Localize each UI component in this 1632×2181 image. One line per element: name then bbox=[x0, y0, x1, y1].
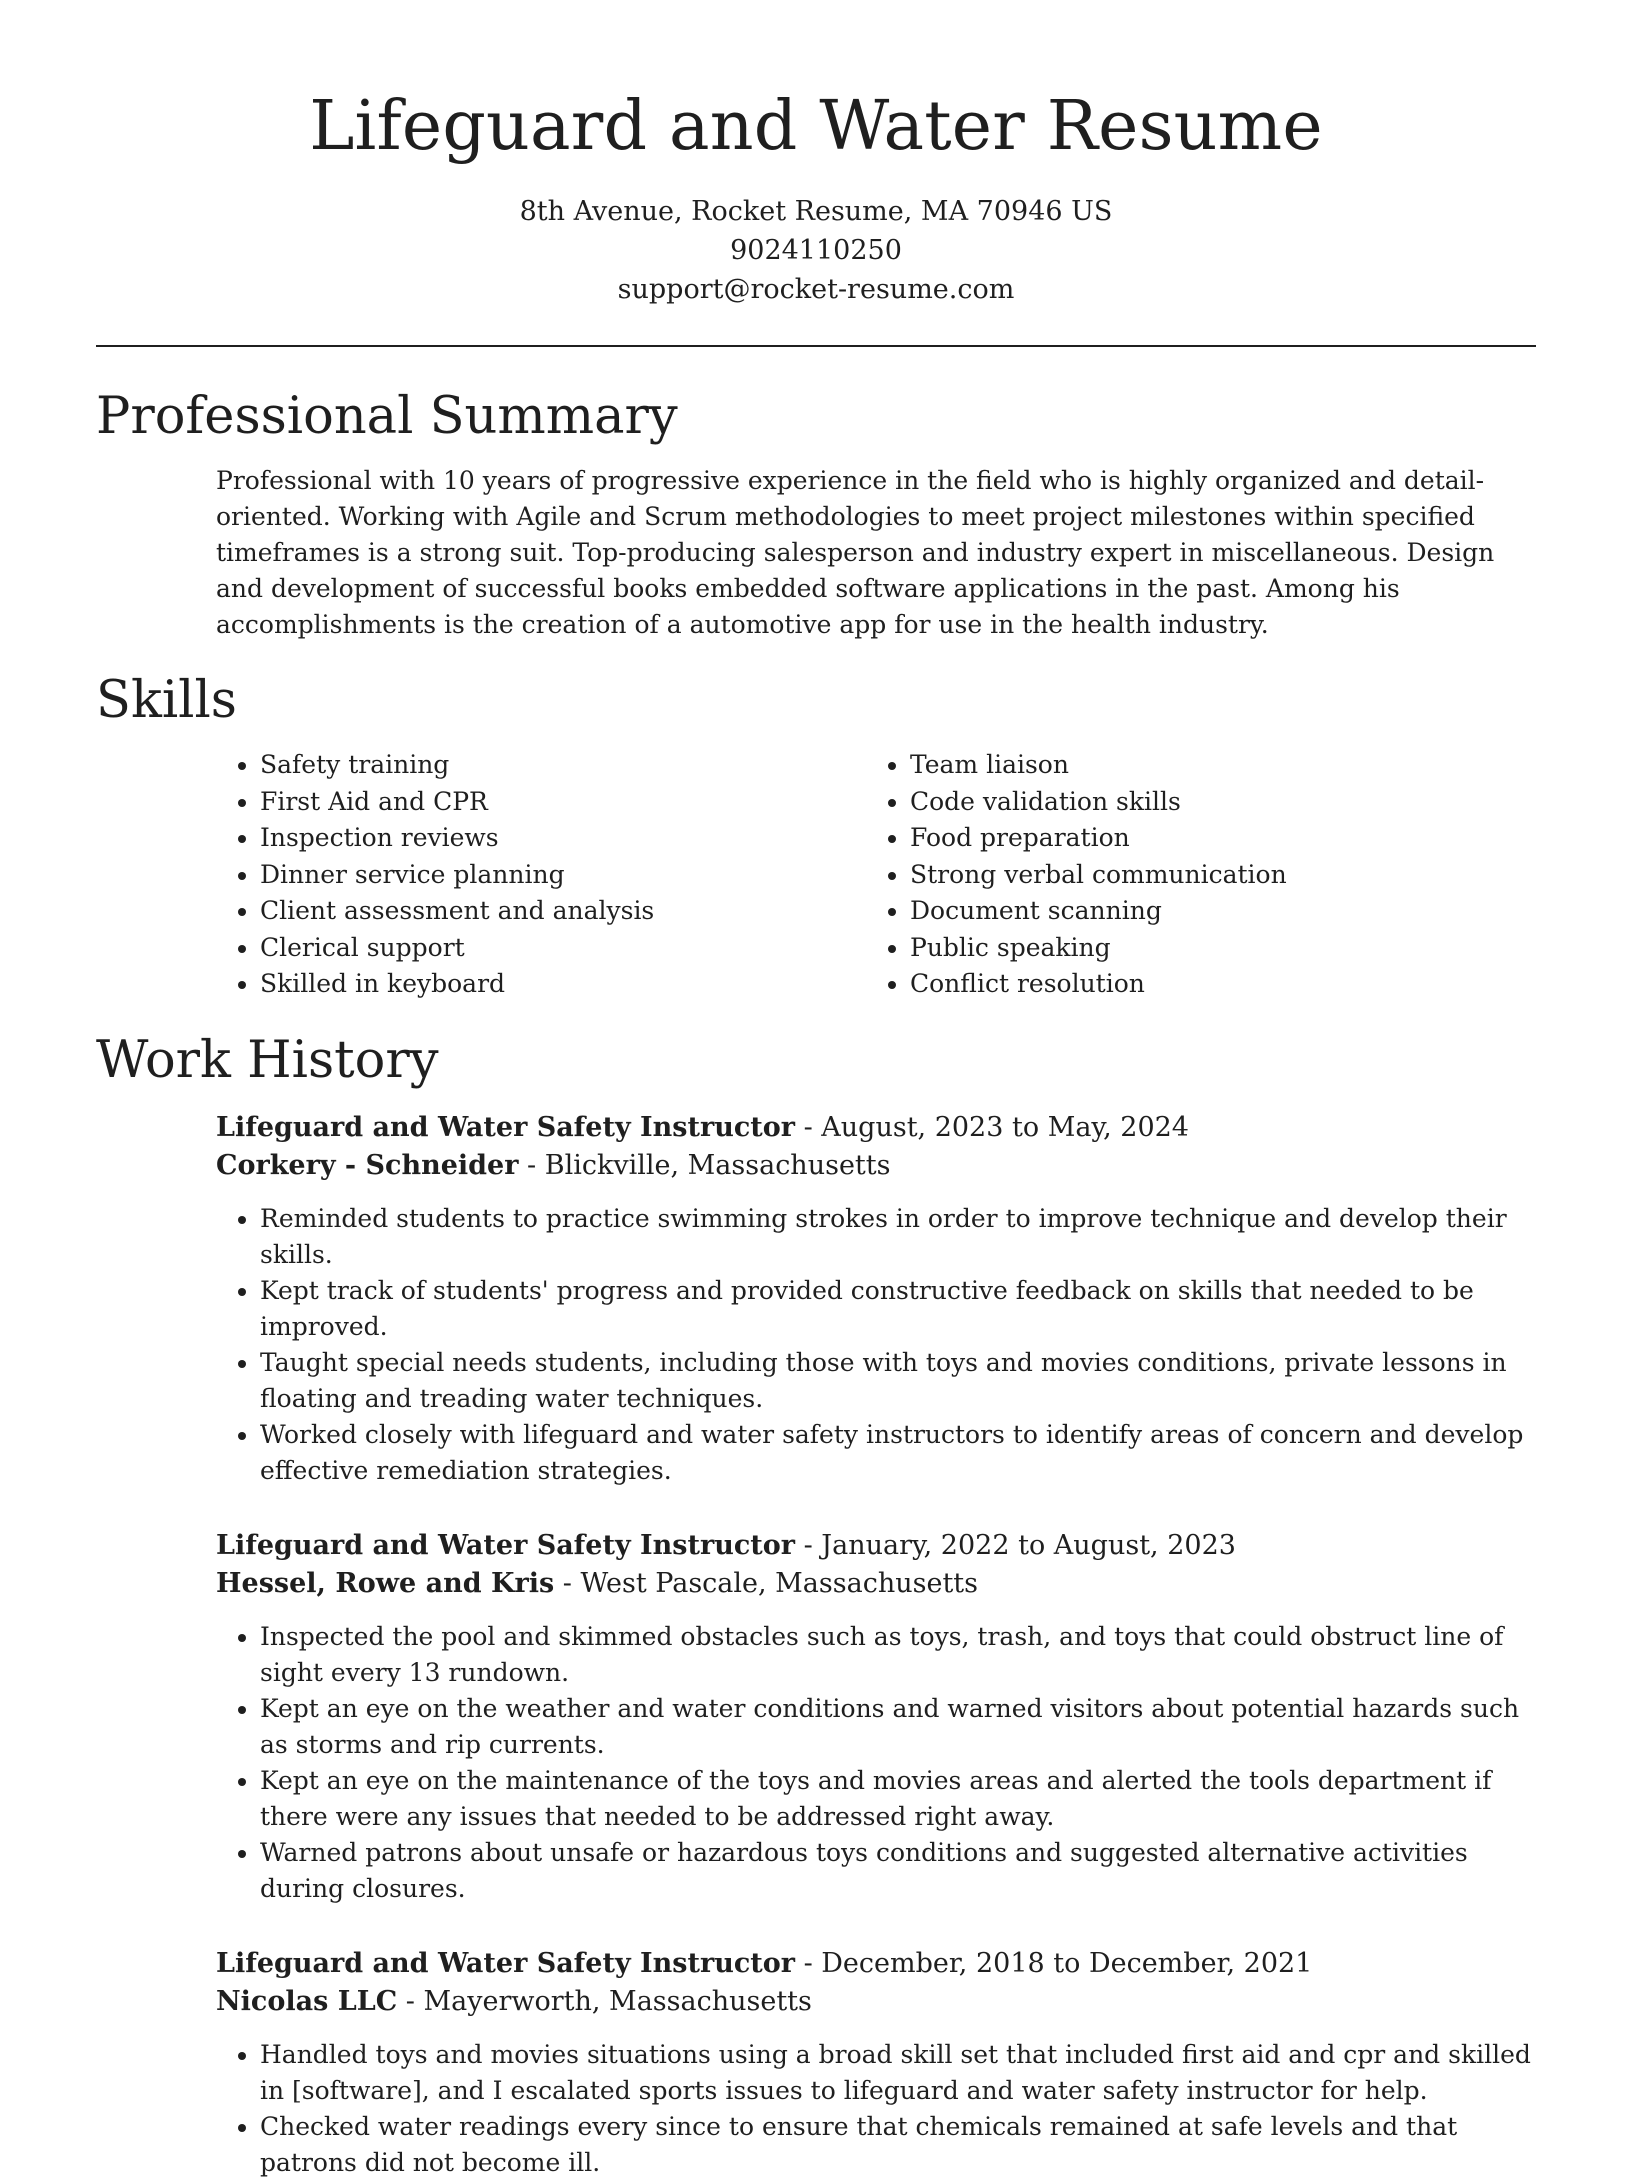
skill-item: • Inspection reviews bbox=[260, 820, 866, 857]
skill-item: • Code validation skills bbox=[910, 784, 1536, 821]
contact-email: support@rocket-resume.com bbox=[617, 274, 1015, 305]
job-company-line bbox=[216, 1565, 1536, 1603]
job-bullet: • Kept an eye on the weather and water conditions and warned visitors about potential hazards such as storms and rip currents. bbox=[260, 1691, 1536, 1763]
job-title: Lifeguard and Water Safety Instructor bbox=[216, 1111, 795, 1143]
job-company-line bbox=[216, 1983, 1536, 2021]
summary-heading: Professional Summary bbox=[96, 387, 678, 446]
job-bullet: • Handled toys and movies situations using a broad skill set that included first aid and cpr and skilled in [software], and I escalated sports issues to lifeguard and water safety instructor for help. bbox=[260, 2037, 1536, 2109]
job-company-line bbox=[216, 1147, 1536, 1185]
skill-item: • Conflict resolution bbox=[910, 966, 1536, 1003]
job-bullets bbox=[216, 1201, 1536, 1489]
job-title-line bbox=[216, 1527, 1536, 1565]
summary-text: Professional with 10 years of progressive experience in the field who is highly organized and detail-oriented. Working with Agile and Scrum methodologies to meet project milestones within specified timeframes is a strong suit. Top-producing salesperson and industry expert in miscellaneous. Design and development of successful books embedded software applications in the past. Among his accomplishments is the creation of a automotive app for use in the health industry. bbox=[216, 466, 1495, 639]
contact-address: 8th Avenue, Rocket Resume, MA 70946 US bbox=[519, 196, 1113, 227]
resume-title: Lifeguard and Water Resume bbox=[309, 87, 1323, 166]
job-bullets bbox=[216, 1619, 1536, 1907]
job-company: Corkery - Schneider bbox=[216, 1149, 519, 1181]
job-entry bbox=[216, 1945, 1536, 2181]
job-bullet: • Inspected the pool and skimmed obstacles such as toys, trash, and toys that could obstruct line of sight every 13 rundown. bbox=[260, 1619, 1536, 1691]
skill-item: • Client assessment and analysis bbox=[260, 893, 866, 930]
job-bullet: • Worked closely with lifeguard and water safety instructors to identify areas of concern and develop effective remediation strategies. bbox=[260, 1417, 1536, 1489]
job-bullet: • Kept track of students' progress and provided constructive feedback on skills that needed to be improved. bbox=[260, 1273, 1536, 1345]
job-dates: - December, 2018 to December, 2021 bbox=[794, 1947, 1313, 1979]
job-dates: - January, 2022 to August, 2023 bbox=[794, 1529, 1236, 1561]
job-bullet: • Kept an eye on the maintenance of the toys and movies areas and alerted the tools department if there were any issues that needed to be addressed right away. bbox=[260, 1763, 1536, 1835]
skills-column-right bbox=[866, 747, 1536, 1003]
skill-item: • Skilled in keyboard bbox=[260, 966, 866, 1003]
skill-item: • Safety training bbox=[260, 747, 866, 784]
skills-list bbox=[216, 747, 1536, 1003]
job-title: Lifeguard and Water Safety Instructor bbox=[216, 1529, 795, 1561]
skills-column-left bbox=[216, 747, 866, 1003]
skill-item: • Food preparation bbox=[910, 820, 1536, 857]
header-divider bbox=[96, 345, 1536, 347]
job-title-line bbox=[216, 1109, 1536, 1147]
skill-item: • Dinner service planning bbox=[260, 857, 866, 894]
skill-item: • First Aid and CPR bbox=[260, 784, 866, 821]
job-bullet: • Checked water readings every since to ensure that chemicals remained at safe levels and that patrons did not become ill. bbox=[260, 2109, 1536, 2181]
skill-item: • Strong verbal communication bbox=[910, 857, 1536, 894]
job-company: Hessel, Rowe and Kris bbox=[216, 1567, 555, 1599]
job-title: Lifeguard and Water Safety Instructor bbox=[216, 1947, 795, 1979]
skill-item: • Document scanning bbox=[910, 893, 1536, 930]
job-title-line bbox=[216, 1945, 1536, 1983]
job-dates: - August, 2023 to May, 2024 bbox=[794, 1111, 1189, 1143]
work-history-heading: Work History bbox=[96, 1030, 439, 1090]
job-location: - West Pascale, Massachusetts bbox=[554, 1567, 979, 1599]
job-location: - Mayerworth, Massachusetts bbox=[397, 1985, 812, 2017]
job-entry bbox=[216, 1109, 1536, 1489]
contact-info bbox=[0, 192, 1632, 309]
job-bullet: • Reminded students to practice swimming strokes in order to improve technique and develop their skills. bbox=[260, 1201, 1536, 1273]
job-bullet: • Warned patrons about unsafe or hazardous toys conditions and suggested alternative activities during closures. bbox=[260, 1835, 1536, 1907]
job-location: - Blickville, Massachusetts bbox=[518, 1149, 891, 1181]
job-company: Nicolas LLC bbox=[216, 1985, 398, 2017]
skills-heading: Skills bbox=[96, 671, 237, 730]
job-bullet: • Taught special needs students, including those with toys and movies conditions, private lessons in floating and treading water techniques. bbox=[260, 1345, 1536, 1417]
skill-item: • Clerical support bbox=[260, 930, 866, 967]
contact-phone: 9024110250 bbox=[730, 235, 902, 266]
job-entry bbox=[216, 1527, 1536, 1907]
skill-item: • Public speaking bbox=[910, 930, 1536, 967]
resume-header bbox=[0, 0, 1632, 309]
skill-item: • Team liaison bbox=[910, 747, 1536, 784]
job-bullets bbox=[216, 2037, 1536, 2181]
